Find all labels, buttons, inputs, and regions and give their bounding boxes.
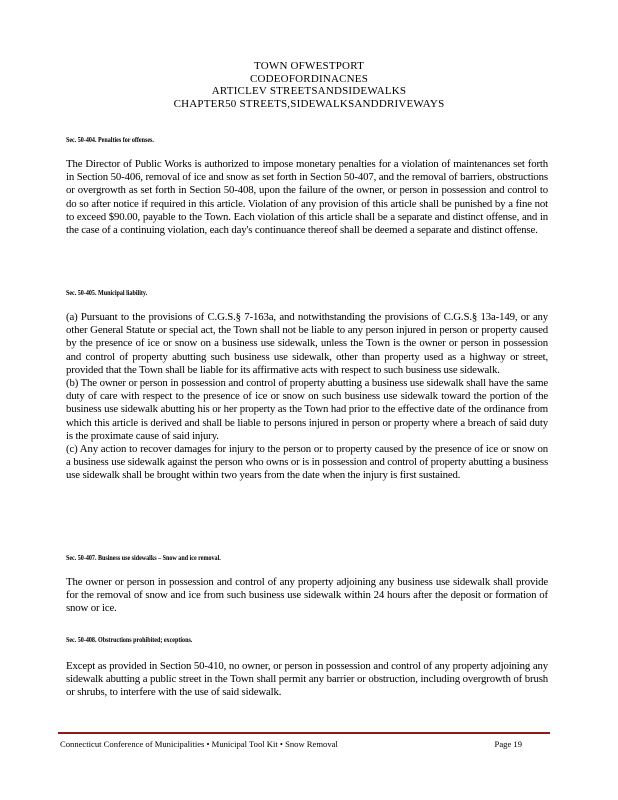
header-article: ARTICLEV STREETSANDSIDEWALKS (211, 85, 407, 97)
section-body-50-407 (66, 576, 548, 616)
section-body-50-405 (66, 311, 548, 483)
header-code: CODEOFORDINACNES (249, 72, 369, 85)
paragraph-b: (b) The owner or person in possession and control of property abutting a business use sidewalk shall have the same duty of care with respect to the presence of ice or snow on such business use sidewalk toward the portion of the business use sidewalk abutting his or her property as the Town had prior to the effective date of the ordinance from which this article is derived and shall be liable to persons injured in person or property where a breach of said duty is the proximate cause of said injury. (66, 377, 548, 442)
footer-source: Connecticut Conference of Municipalities • Municipal Tool Kit • Snow Removal (60, 739, 338, 749)
section-body-50-408 (66, 660, 548, 700)
section-title-50-408: Sec. 50-408. Obstructions prohibited; exceptions. (66, 635, 193, 644)
section-title-50-404: Sec. 50-404. Penalties for offenses. (66, 135, 154, 144)
section-title-50-405: Sec. 50-405. Municipal liability. (66, 288, 148, 297)
paragraph-a: (a) Pursuant to the provisions of C.G.S.§ 7-163a, and notwithstanding the provisions of C.G.S.§ 13a-149, or any other General Statute or special act, the Town shall not be liable to any person injured in person or property caused by the presence of ice or snow on a business use sidewalk, unless the Town is the owner or person in possession and control of property abutting such business use sidewalk, other than property used as a highway or street, provided that the Town shall be liable for its affirmative acts with respect to such business use sidewalk. (66, 311, 548, 376)
section-body-50-404 (66, 158, 548, 237)
paragraph: Except as provided in Section 50-410, no owner, or person in possession and control of any property adjoining any sidewalk abutting a public street in the Town shall permit any barrier or obstruction, including overgrowth of brush or shrubs, to interfere with the use of said sidewalk. (66, 660, 548, 699)
footer-divider (58, 732, 550, 734)
section-title-50-407: Sec. 50-407. Business use sidewalks – Snow and ice removal. (66, 553, 221, 562)
paragraph-c: (c) Any action to recover damages for injury to the person or to property caused by the presence of ice or snow on a business use sidewalk against the person who owns or is in possession and control of property abutting a business use sidewalk shall be brought within two years from the date when the injury is first sustained. (66, 443, 548, 482)
paragraph: The Director of Public Works is authorized to impose monetary penalties for a violation of maintenances set forth in Section 50-406, removal of ice and snow as set forth in Section 50-407, and the removal of barriers, obstructions or overgrowth as set forth in Section 50-408, upon the failure of the owner, or person in possession and control to do so after notice if required in this article. Violation of any provision of this article shall be punished by a fine not to exceed $90.00, payable to the Town. Each violation of this article shall be a separate and distinct offense, and in the case of a continuing violation, each day's continuance thereof shall be deemed a separate and distinct offense. (66, 158, 548, 237)
document-header (0, 60, 618, 110)
paragraph: The owner or person in possession and control of any property adjoining any business use sidewalk shall provide for the removal of snow and ice from such business use sidewalk within 24 hours after the deposit or formation of snow or ice. (66, 576, 548, 615)
header-town: TOWN OFWESTPORT (254, 60, 364, 72)
page-number: Page 19 (494, 739, 522, 749)
header-chapter: CHAPTER50 STREETS,SIDEWALKSANDDRIVEWAYS (173, 97, 445, 110)
